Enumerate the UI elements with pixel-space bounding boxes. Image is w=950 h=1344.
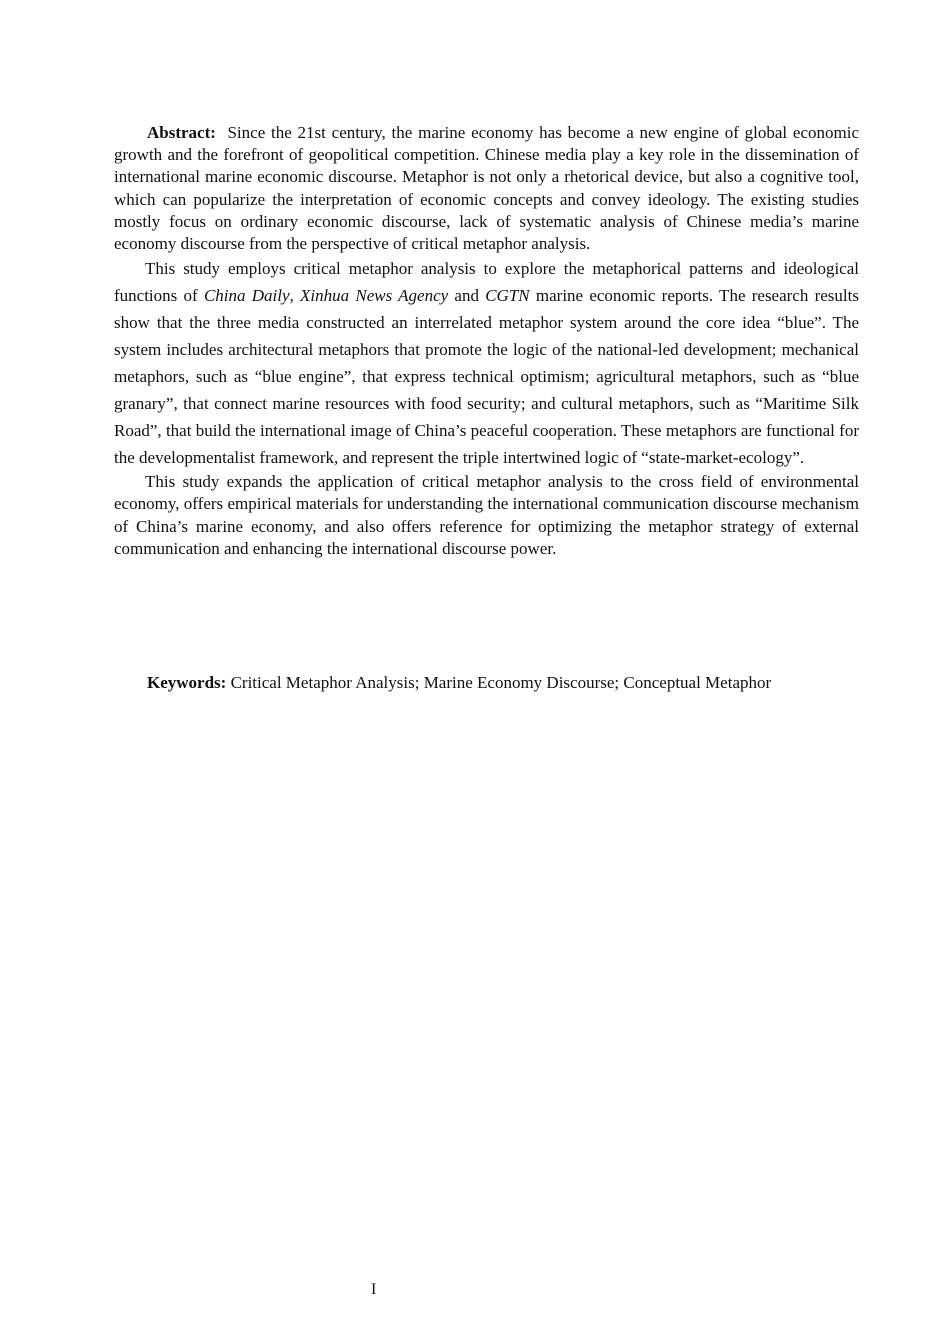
abstract-label: Abstract: bbox=[147, 123, 216, 142]
abstract-paragraph-1 bbox=[114, 122, 859, 255]
abstract-paragraph-1-text: Since the 21st century, the marine economy has become a new engine of global economic growth and the forefront of geopolitical competition. Chinese media play a key role in the dissemination of international marine economic discourse. Metaphor is not only a rhetorical device, but also a cognitive tool, which can popularize the interpretation of economic concepts and convey ideology. The existing studies mostly focus on ordinary economic discourse, lack of systematic analysis of Chinese media’s marine economy discourse from the perspective of critical metaphor analysis. bbox=[114, 123, 859, 254]
abstract-paragraph-2 bbox=[114, 255, 859, 471]
page-number: I bbox=[371, 1281, 377, 1298]
keywords-label: Keywords: bbox=[147, 673, 227, 692]
abstract-paragraph-2-intro: This study employs critical metaphor analysis to explore the metaphorical patterns and ideological functions of bbox=[114, 259, 859, 306]
media-name-xinhua: Xinhua News Agency bbox=[300, 286, 449, 306]
media-name-china-daily: China Daily bbox=[203, 286, 290, 306]
abstract-paragraph-2-text: marine economic reports. The research results show that the three media constructed an interrelated metaphor system around the core idea “blue”. The system includes architectural metaphors that promote the logic of the national-led development; mechanical metaphors, such as “blue engine”, that express technical optimism; agricultural metaphors, such as “blue granary”, that connect marine resources with food security; and cultural metaphors, such as “Maritime Silk Road”, that build the international image of China’s peaceful cooperation. These metaphors are functional for the developmentalist framework, and represent the triple intertwined logic of “state-market-ecology”. bbox=[114, 286, 859, 468]
media-separator: , bbox=[289, 286, 294, 306]
abstract-paragraph-3: This study expands the application of critical metaphor analysis to the cross field of environmental economy, offers empirical materials for understanding the international communication discourse mechanism of China’s marine economy, and also offers reference for optimizing the metaphor strategy of external communication and enhancing the international discourse power. bbox=[114, 472, 859, 558]
media-name-cgtn: CGTN bbox=[485, 286, 530, 306]
keywords-text: Critical Metaphor Analysis; Marine Economy Discourse; Conceptual Metaphor bbox=[230, 673, 772, 692]
keywords-line bbox=[147, 672, 771, 694]
conjunction-and: and bbox=[454, 286, 479, 306]
abstract-section bbox=[114, 122, 859, 560]
